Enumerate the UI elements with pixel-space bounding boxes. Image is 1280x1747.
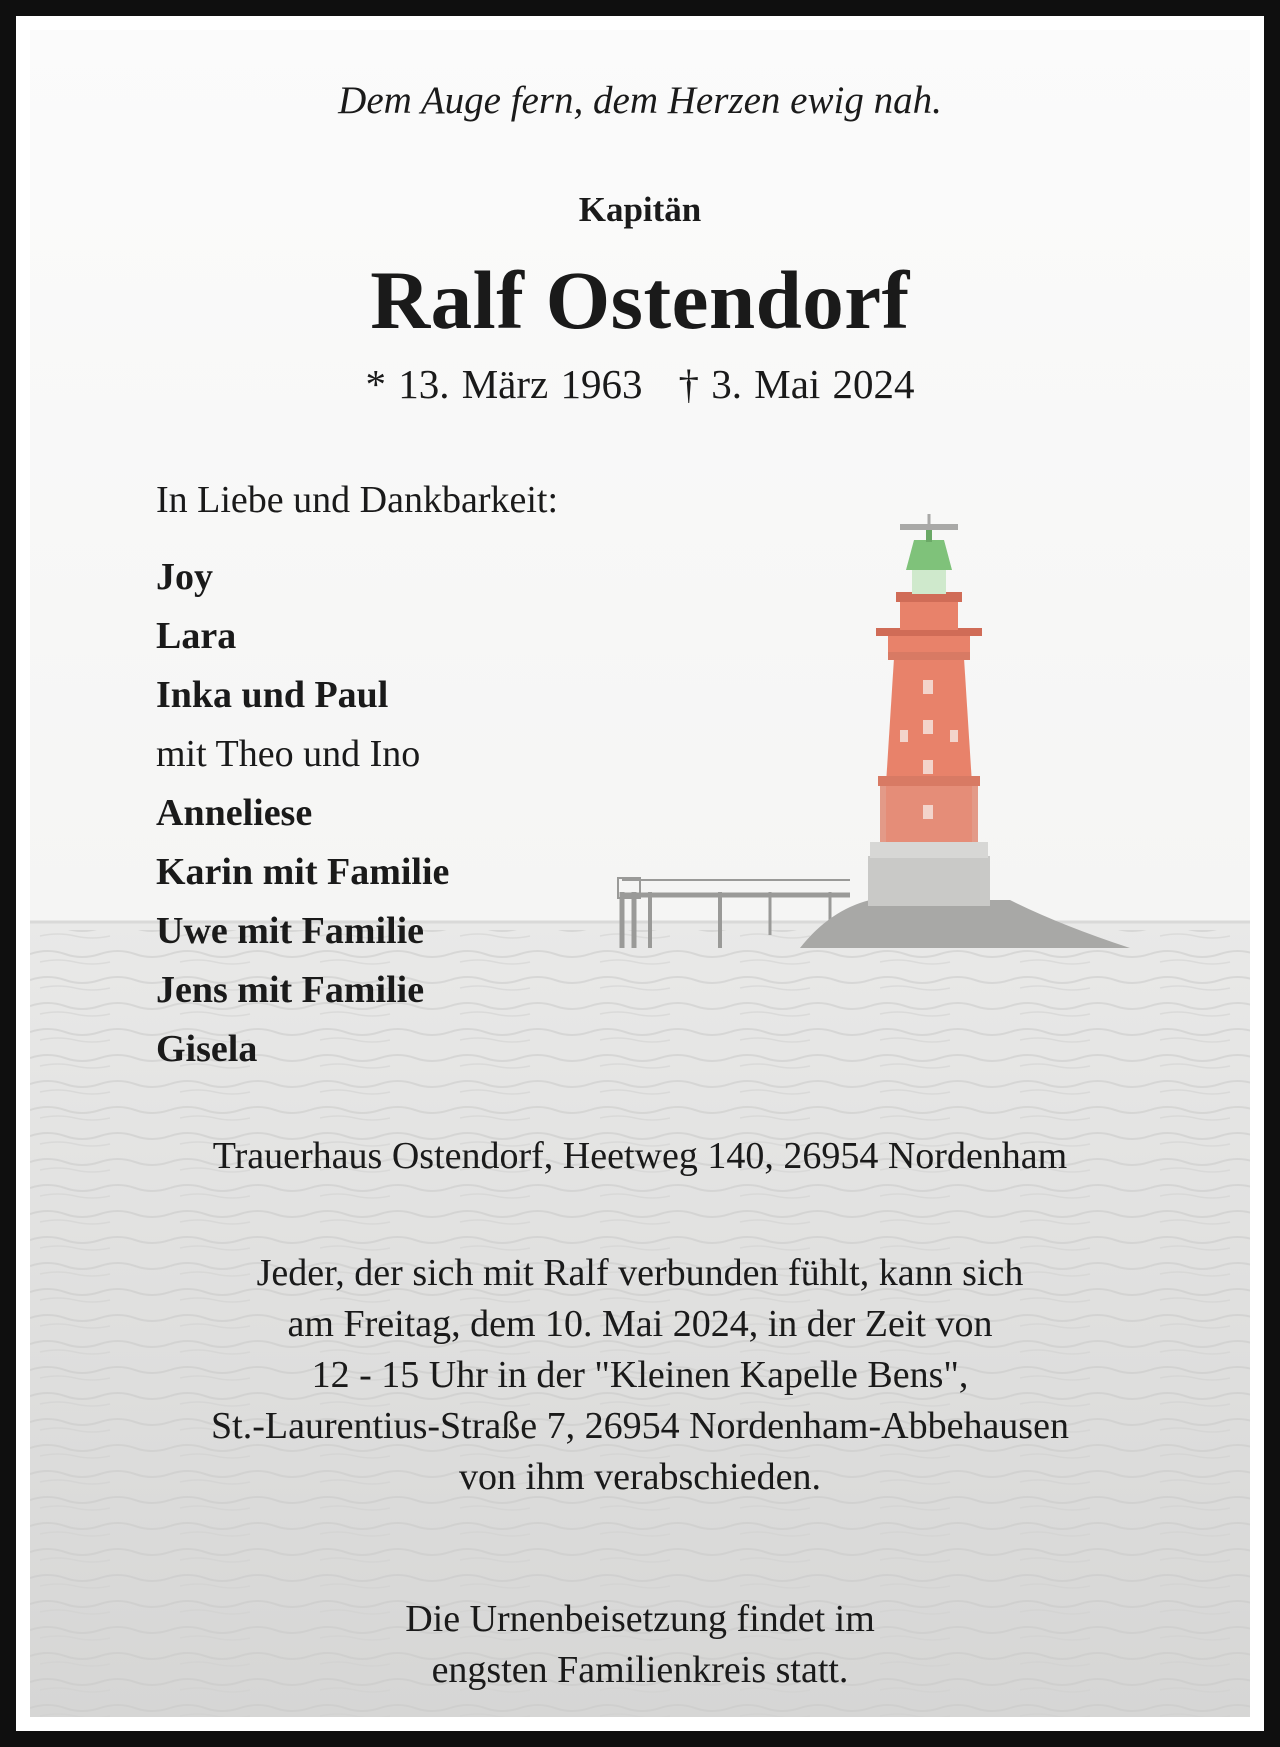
burial-line: engsten Familienkreis statt.	[431, 1649, 849, 1691]
deceased-title: Kapitän	[578, 190, 702, 229]
mourners-intro: In Liebe und Dankbarkeit:	[156, 479, 559, 521]
mourner: Anneliese	[156, 792, 313, 834]
farewell-line: am Freitag, dem 10. Mai 2024, in der Zeit von	[287, 1303, 993, 1345]
mourner: mit Theo und Ino	[156, 733, 421, 775]
farewell-line: 12 - 15 Uhr in der "Kleinen Kapelle Bens",	[311, 1354, 969, 1396]
mourner: Gisela	[156, 1028, 258, 1070]
farewell-line: Jeder, der sich mit Ralf verbunden fühlt, kann sich	[256, 1252, 1024, 1294]
mourner: Lara	[156, 615, 237, 657]
mourner: Joy	[156, 556, 213, 598]
lighthouse	[876, 514, 982, 842]
mourners-list	[156, 548, 449, 1079]
mourning-house-address: Trauerhaus Ostendorf, Heetweg 140, 26954 Nordenham	[212, 1135, 1068, 1177]
burial-notice	[30, 1594, 1250, 1696]
mourner: Uwe mit Familie	[156, 910, 425, 952]
farewell-notice	[30, 1248, 1250, 1503]
burial-line: Die Urnenbeisetzung findet im	[405, 1598, 875, 1640]
life-dates	[30, 360, 1250, 408]
deceased-name: Ralf Ostendorf	[370, 254, 910, 346]
motto: Dem Auge fern, dem Herzen ewig nah.	[338, 79, 942, 122]
tower-base	[868, 856, 990, 906]
farewell-line: von ihm verabschieden.	[459, 1456, 821, 1498]
mourner: Inka und Paul	[156, 674, 389, 716]
farewell-line: St.-Laurentius-Straße 7, 26954 Nordenham-Abbehausen	[211, 1405, 1069, 1447]
mourner: Jens mit Familie	[156, 969, 425, 1011]
death-date: † 3. Mai 2024	[678, 361, 915, 407]
birth-date: * 13. März 1963	[365, 361, 643, 407]
mourner: Karin mit Familie	[156, 851, 450, 893]
obituary-card	[30, 30, 1250, 1717]
